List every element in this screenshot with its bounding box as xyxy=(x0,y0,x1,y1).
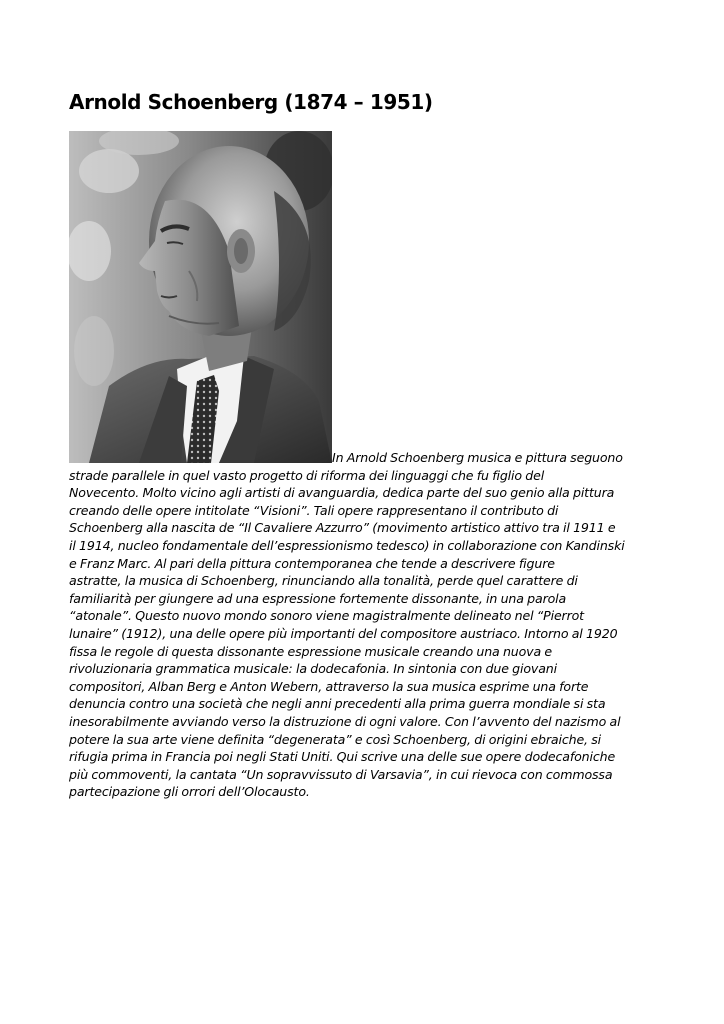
paragraph-line: rifugia prima in Francia poi negli Stati Uniti. Qui scrive una delle sue opere dodecafoniche xyxy=(69,749,616,765)
page-title: Arnold Schoenberg (1874 – 1951) xyxy=(69,90,433,114)
paragraph-line: il 1914, nucleo fondamentale dell’espressionismo tedesco) in collaborazione con Kandinski xyxy=(69,537,625,553)
paragraph-line: “atonale”. Questo nuovo mondo sonoro viene magistralmente delineato nel “Pierrot xyxy=(69,608,584,624)
paragraph-line: familiarità per giungere ad una espressione fortemente dissonante, in una parola xyxy=(69,590,567,606)
paragraph-line: inesorabilmente avviando verso la distruzione di ogni valore. Con l’avvento del nazismo al xyxy=(69,713,621,729)
paragraph-line: rivoluzionaria grammatica musicale: la dodecafonia. In sintonia con due giovani xyxy=(69,661,557,677)
paragraph-line: strade parallele in quel vasto progetto di riforma dei linguaggi che fu figlio del xyxy=(69,467,545,483)
biography-paragraph xyxy=(69,449,659,801)
paragraph-line: e Franz Marc. Al pari della pittura contemporanea che tende a descrivere figure xyxy=(69,555,555,571)
paragraph-line: Novecento. Molto vicino agli artisti di avanguardia, dedica parte del suo genio alla pittura xyxy=(69,485,615,501)
paragraph-line: fissa le regole di questa dissonante espressione musicale creando una nuova e xyxy=(69,643,552,659)
paragraph-line: Schoenberg alla nascita de “Il Cavaliere Azzurro” (movimento artistico attivo tra il 1911 e xyxy=(69,520,616,536)
paragraph-line: compositori, Alban Berg e Anton Webern, attraverso la sua musica esprime una forte xyxy=(69,678,589,694)
paragraph-line: potere la sua arte viene definita “degenerata” e così Schoenberg, di origini ebraiche, si xyxy=(69,731,602,747)
paragraph-line: astratte, la musica di Schoenberg, rinunciando alla tonalità, perde quel carattere di xyxy=(69,573,578,589)
paragraph-line: partecipazione gli orrori dell’Olocausto. xyxy=(69,784,310,800)
paragraph-line: creando delle opere intitolate “Visioni”. Tali opere rappresentano il contributo di xyxy=(69,502,559,518)
paragraph-line: denuncia contro una società che negli anni precedenti alla prima guerra mondiale si sta xyxy=(69,696,606,712)
paragraph-line: In Arnold Schoenberg musica e pittura seguono xyxy=(332,450,623,465)
portrait-photo xyxy=(69,131,332,463)
paragraph-line: più commoventi, la cantata “Un sopravvissuto di Varsavia”, in cui rievoca con commossa xyxy=(69,766,613,782)
paragraph-line: lunaire” (1912), una delle opere più importanti del compositore austriaco. Intorno al 1920 xyxy=(69,625,618,641)
